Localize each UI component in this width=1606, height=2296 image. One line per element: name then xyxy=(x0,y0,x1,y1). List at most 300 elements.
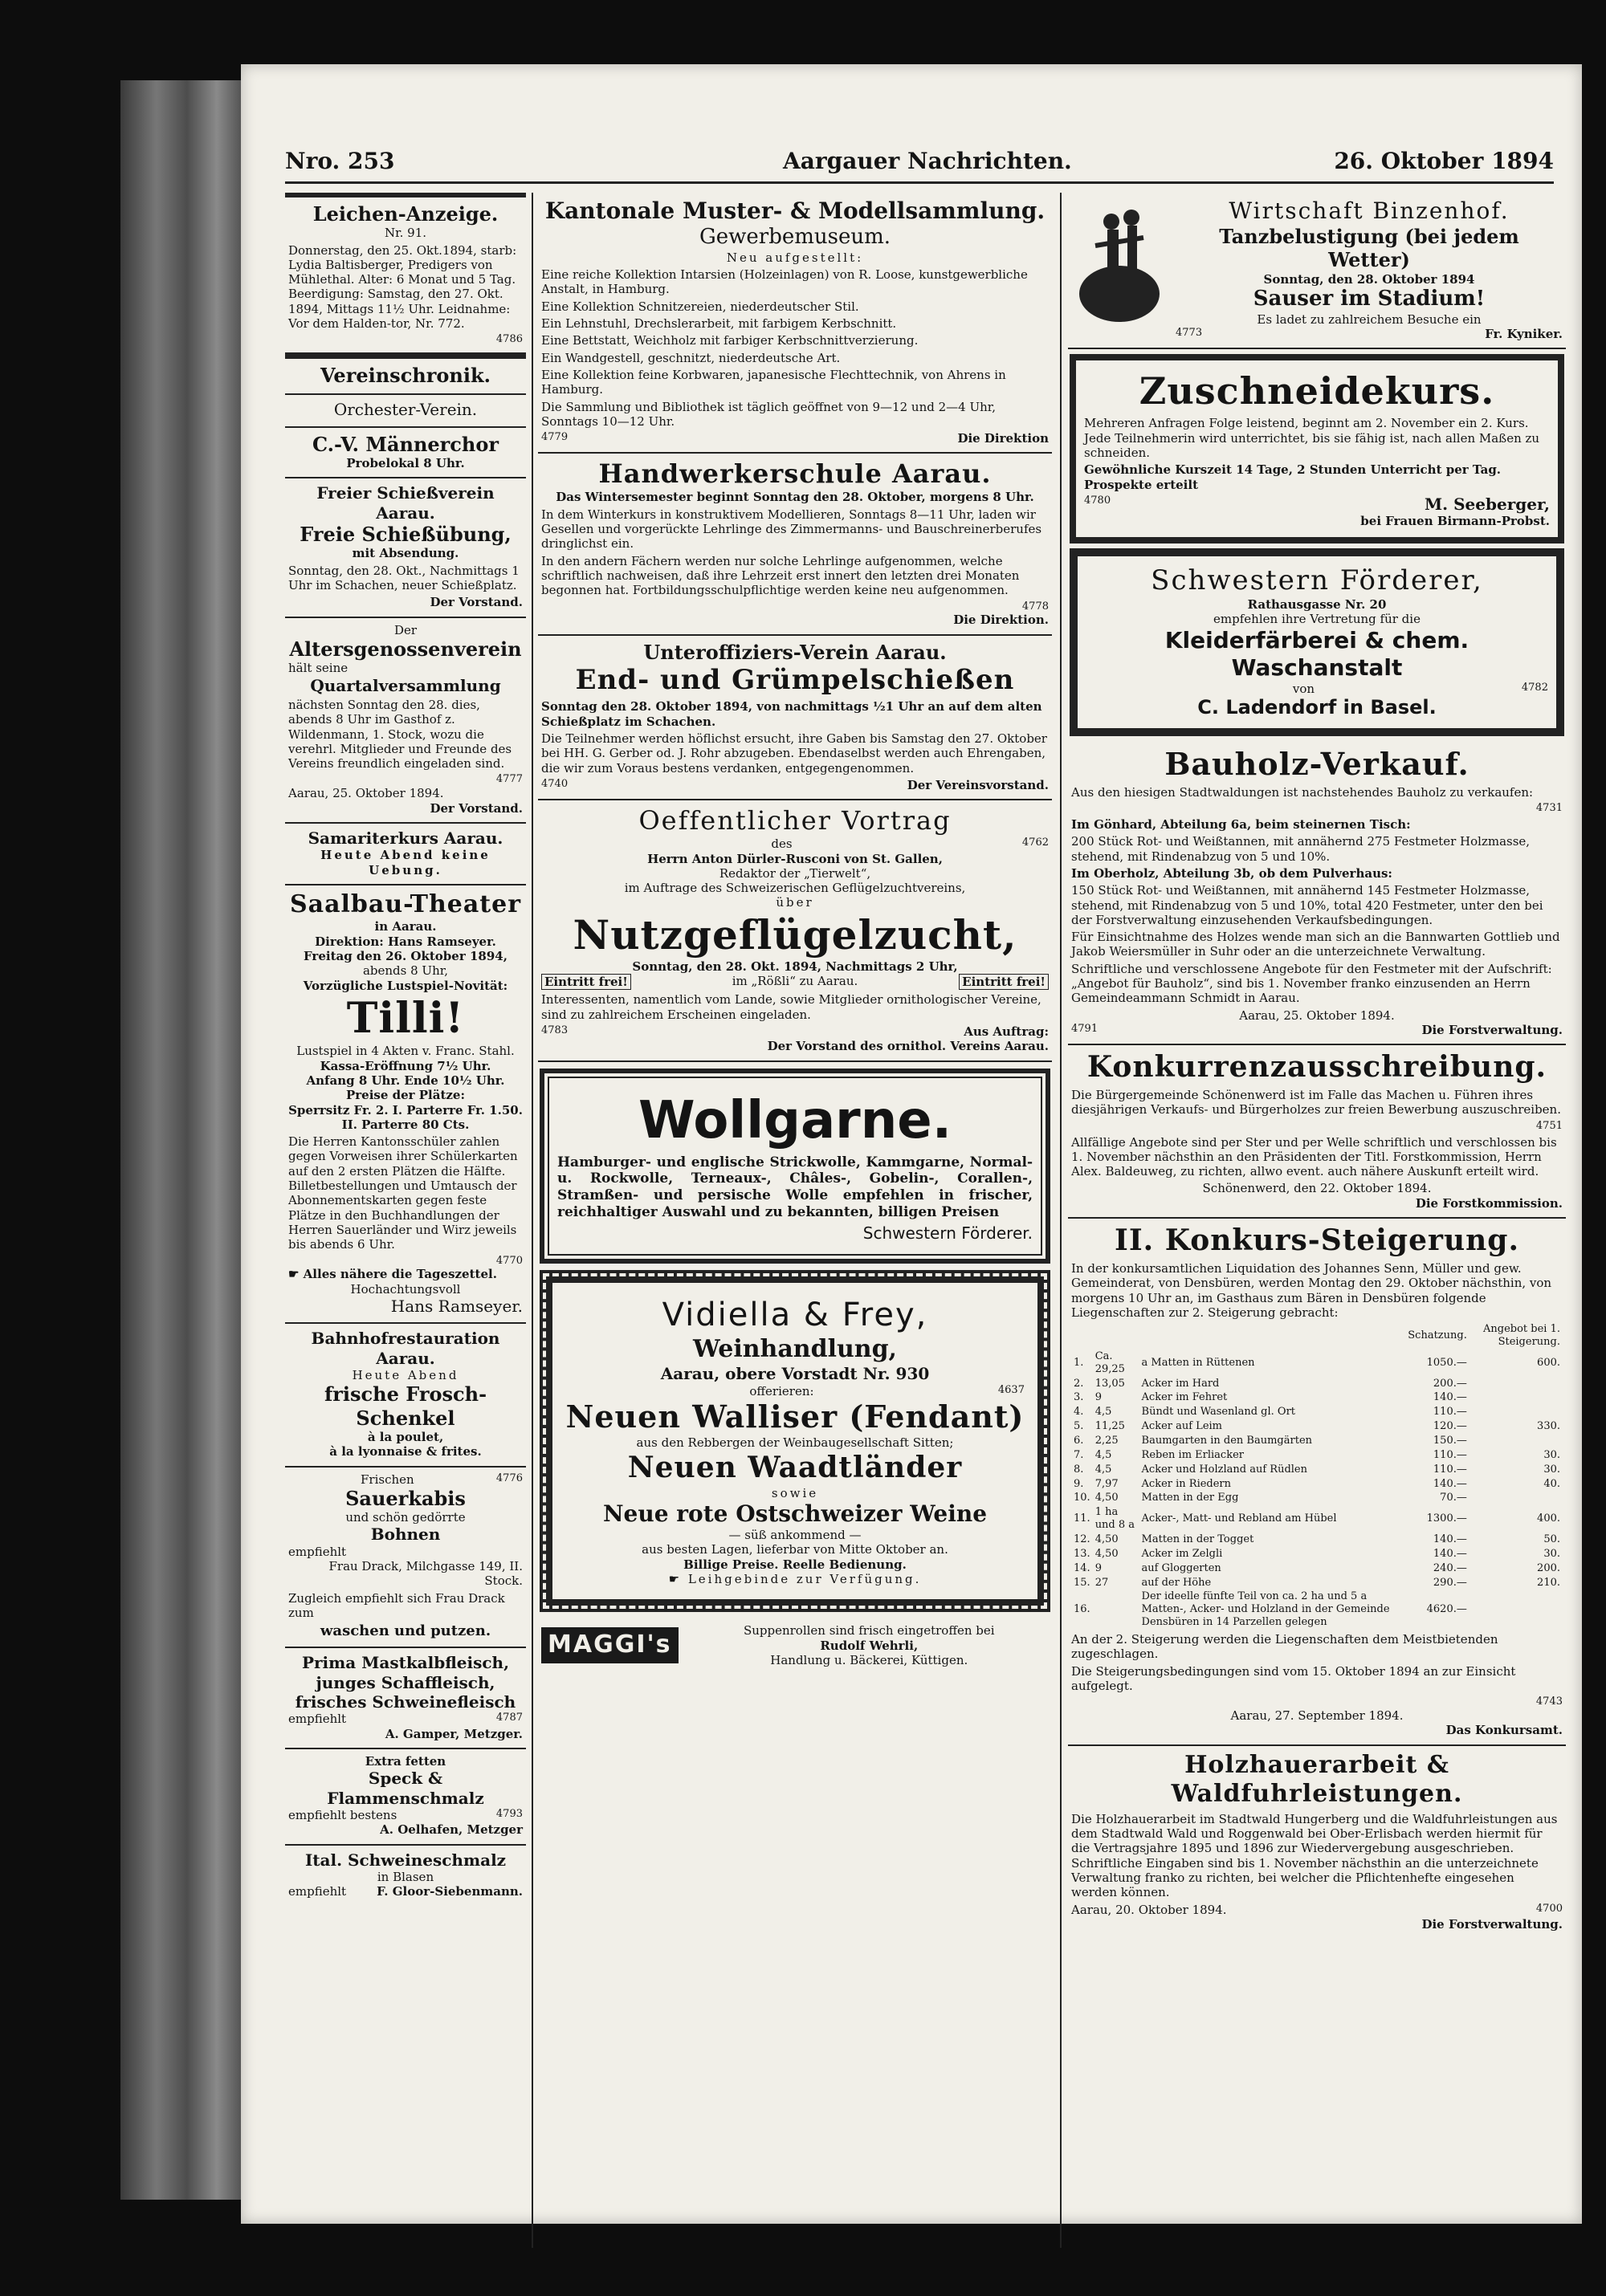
column-rule xyxy=(532,193,533,2248)
table-cell-s: 70.— xyxy=(1440,1492,1467,1504)
ad-item: Ein Lehnstuhl, Drechslerarbeit, mit farbigem Kerbschnitt. xyxy=(541,316,897,332)
ad-offer: offerieren: xyxy=(749,1383,814,1398)
table-cell-g: 200. xyxy=(1537,1561,1560,1574)
table-cell-g xyxy=(1469,1491,1563,1505)
table-cell-n: 13. xyxy=(1074,1547,1090,1560)
ad-date: Aarau, 25. Oktober 1894. xyxy=(288,786,444,801)
ad-play-title: Tilli! xyxy=(346,993,465,1043)
ad-subtitle: mit Absendung. xyxy=(352,546,459,561)
ad-number: 4777 xyxy=(495,773,523,786)
table-cell-d: Acker-, Matt- und Rebland am Hübel xyxy=(1141,1512,1337,1525)
ad-number: 4787 xyxy=(495,1712,523,1724)
ad-number: 4770 xyxy=(495,1254,523,1267)
ad-site-1: Im Gönhard, Abteilung 6a, beim steinernen Tisch: xyxy=(1071,817,1411,833)
ad-vortrag xyxy=(538,800,1052,1061)
table-cell-g xyxy=(1469,1405,1563,1419)
table-cell-s: 140.— xyxy=(1433,1547,1467,1560)
ad-leihgebinde xyxy=(565,1572,1025,1586)
ad-text-2: Schriftliche und verschlossene Angebote für den Festmeter mit der Aufschrift: „Angebot für Bauholz“, sind bis 1. November franko einzusenden an Herrn Gemeindeammann Schmidt in Aarau. xyxy=(1071,961,1552,1006)
table-cell-s: 240.— xyxy=(1433,1561,1467,1574)
table-cell-d: Reben im Erliacker xyxy=(1141,1448,1244,1461)
table-row xyxy=(1071,1477,1563,1492)
ad-bahnhof xyxy=(285,1324,526,1467)
section-vereinschronik xyxy=(285,354,526,395)
ad-signature: F. Gloor-Siebenmann. xyxy=(377,1884,523,1899)
ad-number: 4793 xyxy=(495,1808,523,1821)
ad-sauerkabis xyxy=(285,1468,526,1649)
table-row xyxy=(1071,1377,1563,1391)
ad-item: Eine Kollektion Schnitzereien, niederdeutscher Stil. xyxy=(541,299,859,314)
ad-signature: Das Konkursamt. xyxy=(1445,1723,1563,1738)
ad-signature: Schwestern Förderer. xyxy=(862,1223,1033,1243)
ad-text: Suppenrollen sind frisch eingetroffen bei xyxy=(743,1623,995,1639)
ad-bauholz xyxy=(1068,741,1566,1046)
ad-title: II. Konkurs-Steigerung. xyxy=(1114,1223,1520,1258)
ad-signature: Der Vorstand. xyxy=(430,800,523,816)
ad-maggi xyxy=(538,1618,1052,1674)
ad-date: Aarau, 27. September 1894. xyxy=(1230,1708,1404,1724)
ad-handwerkerschule xyxy=(538,454,1052,635)
ad-wine-3: Neue rote Ostschweizer Weine xyxy=(602,1500,988,1527)
ad-site-1-detail: 200 Stück Rot- und Weißtannen, mit annähernd 275 Festmeter Holzmasse, stehend, mit Rindenabzug von 5 und 10%. xyxy=(1071,834,1531,864)
ad-firm: Kleiderfärberei & chem. Waschanstalt xyxy=(1164,626,1469,681)
ad-date: Freitag den 26. Oktober 1894, xyxy=(304,949,507,964)
ad-greeting: Hochachtungsvoll xyxy=(350,1281,461,1297)
ad-text-2: An der 2. Steigerung werden die Liegenschaften dem Meistbietenden zugeschlagen. xyxy=(1071,1632,1498,1662)
table-cell-d: Bündt und Wasenland gl. Ort xyxy=(1141,1406,1296,1419)
ad-number: 4779 xyxy=(541,431,569,444)
column-header-schatzung: Schatzung. xyxy=(1408,1329,1467,1342)
table-cell-s: 140.— xyxy=(1433,1477,1467,1490)
ad-number: 4762 xyxy=(1021,837,1049,849)
ad-service: waschen und putzen. xyxy=(320,1622,491,1640)
table-cell-g: 330. xyxy=(1537,1420,1560,1433)
ad-dish: frische Frosch-Schenkel xyxy=(324,1382,487,1430)
ad-wollgarne xyxy=(540,1069,1050,1264)
ad-date: Sonntag, den 28. Oktober 1894 xyxy=(1263,271,1475,287)
column-right xyxy=(1068,193,1566,1938)
ad-prices: Billige Preise. Reelle Bedienung. xyxy=(683,1557,907,1572)
table-cell-d: Acker im Hard xyxy=(1141,1377,1220,1390)
table-cell-d: auf Gloggerten xyxy=(1141,1561,1221,1574)
table-cell-a: 1 ha und 8 a xyxy=(1094,1506,1135,1532)
table-cell-g xyxy=(1469,1434,1563,1448)
ad-title: Bauholz-Verkauf. xyxy=(1164,745,1469,782)
ad-lagen: aus besten Lagen, lieferbar von Mitte Oktober an. xyxy=(642,1542,948,1557)
ad-wine-2: Neuen Waadtländer xyxy=(627,1450,963,1484)
table-cell-n: 16. xyxy=(1074,1603,1090,1616)
ad-line: hält seine xyxy=(288,661,349,676)
table-row xyxy=(1071,1561,1563,1576)
free-entry-label-right: Eintritt frei! xyxy=(959,974,1049,990)
ad-leichen-anzeige xyxy=(285,193,526,354)
table-cell-a: 2,25 xyxy=(1094,1435,1119,1447)
table-cell-n: 14. xyxy=(1074,1561,1090,1574)
ad-altersgenossen xyxy=(285,618,526,824)
ad-item: Eine Bettstatt, Weichholz mit farbiger Kerbschnittverzierung. xyxy=(541,333,919,348)
ad-number: 4782 xyxy=(1521,681,1548,694)
ad-signature: Die Forstverwaltung. xyxy=(1421,1916,1563,1932)
ad-event: Tanzbelustigung (bei jedem Wetter) xyxy=(1219,225,1519,272)
table-cell-d: Acker in Riedern xyxy=(1141,1477,1232,1490)
ad-number: 4751 xyxy=(1535,1119,1563,1132)
newspaper-page xyxy=(241,64,1582,2224)
table-cell-g: 600. xyxy=(1537,1356,1560,1369)
ad-line: Das Wintersemester beginnt Sonntag den 28. Oktober, morgens 8 Uhr. xyxy=(556,490,1034,505)
ad-signature: Fr. Kyniker. xyxy=(1485,327,1563,341)
ad-text: Interessenten, namentlich vom Lande, sowie Mitglieder ornithologischer Vereine, sind zu zahlreichem Erscheinen eingeladen. xyxy=(541,992,1041,1022)
table-cell-g: 400. xyxy=(1537,1512,1560,1525)
ad-vendor-sub: Handlung u. Bäckerei, Küttigen. xyxy=(770,1652,968,1667)
table-row xyxy=(1071,1547,1563,1561)
ad-holzhauer xyxy=(1068,1746,1566,1939)
table-cell-g: 50. xyxy=(1543,1533,1560,1546)
table-cell-g xyxy=(1469,1377,1563,1391)
ad-wine-1: Neuen Walliser (Fendant) xyxy=(565,1398,1025,1435)
ad-number: 4783 xyxy=(541,1024,569,1036)
ad-signature: Die Forstverwaltung. xyxy=(1421,1022,1563,1037)
ad-line-3: frisches Schweinefleisch xyxy=(295,1692,516,1712)
ad-intro: Aus den hiesigen Stadtwaldungen ist nachstehendes Bauholz zu verkaufen: xyxy=(1071,784,1534,800)
ad-event: End- und Grümpelschießen xyxy=(575,663,1015,696)
ad-title: Bahnhofrestauration Aarau. xyxy=(311,1329,500,1368)
ad-konkurs xyxy=(1068,1219,1566,1746)
ad-date: Aarau, 25. Oktober 1894. xyxy=(1239,1008,1395,1023)
ad-auftrag2: Aus Auftrag: xyxy=(964,1024,1049,1039)
table-cell-a: 4,50 xyxy=(1094,1547,1119,1560)
ad-title: Sauerkabis xyxy=(345,1486,466,1510)
ad-title: Handwerkerschule Aarau. xyxy=(598,458,992,490)
table-cell-d: Acker im Zelgli xyxy=(1141,1547,1223,1560)
table-cell-g xyxy=(1469,1390,1563,1405)
ad-empfiehlt: empfiehlt bestens xyxy=(288,1808,397,1823)
issue-number: Nro. 253 xyxy=(285,148,395,174)
table-cell-d: Acker auf Leim xyxy=(1141,1420,1222,1433)
ad-auftrag: im Auftrage des Schweizerischen Geflügelzuchtvereins, xyxy=(624,881,966,896)
ad-number: 4740 xyxy=(541,777,569,790)
table-cell-a: 7,97 xyxy=(1094,1477,1119,1490)
ad-number: 4780 xyxy=(1084,494,1111,507)
ad-event: Quartalversammlung xyxy=(310,675,501,695)
ad-title: Unteroffiziers-Verein Aarau. xyxy=(643,640,947,664)
ad-text-2: Gewöhnliche Kurszeit 14 Tage, 2 Stunden Unterricht per Tag. Prospekte erteilt xyxy=(1084,462,1502,492)
table-row xyxy=(1071,1491,1563,1505)
ad-line-1: Prima Mastkalbfleisch, xyxy=(301,1653,510,1673)
ad-subtitle: Probelokal 8 Uhr. xyxy=(346,456,465,471)
table-cell-n: 11. xyxy=(1074,1512,1090,1525)
table-cell-s: 150.— xyxy=(1433,1435,1467,1447)
ad-price-2: II. Parterre 80 Cts. xyxy=(341,1117,470,1132)
ad-subtitle: in Aarau. xyxy=(374,919,437,934)
table-cell-d: Matten in der Egg xyxy=(1141,1492,1239,1504)
table-cell-d: Acker und Holzland auf Rüdlen xyxy=(1141,1463,1307,1476)
table-cell-d: Baumgarten in den Baumgärten xyxy=(1141,1435,1313,1447)
table-cell-g xyxy=(1469,1590,1563,1630)
table-cell-g: 210. xyxy=(1537,1576,1560,1589)
table-row xyxy=(1071,1434,1563,1448)
ad-empfiehlt: empfiehlt xyxy=(288,1884,347,1899)
ad-preise: Preise der Plätze: xyxy=(345,1088,465,1103)
table-cell-s: 1300.— xyxy=(1426,1512,1467,1525)
ad-address: Aarau, obere Vorstadt Nr. 930 xyxy=(660,1364,930,1384)
ad-signature: Der Vorstand. xyxy=(430,595,523,610)
table-cell-s: 140.— xyxy=(1433,1391,1467,1404)
ad-item: Eine reiche Kollektion Intarsien (Holzeinlagen) von R. Loose, kunstgewerbliche Anstalt, in Hamburg. xyxy=(541,267,1028,297)
table-cell-d: a Matten in Rüttenen xyxy=(1141,1356,1255,1369)
ad-text: Die Teilnehmer werden höflichst ersucht, ihre Gaben bis Samstag den 27. Oktober bei HH. G. Gerber od. J. Rohr abzugeben. Ebendaselbst werden auch Ehrengaben, die wir zum Voraus bestens verdanken, entgegengenommen. xyxy=(541,731,1047,776)
table-row xyxy=(1071,1590,1563,1630)
book-edge xyxy=(120,80,241,2200)
ad-text: Die Herren Kantonsschüler zahlen gegen Vorweisen ihrer Schülerkarten auf den 2 ersten Plätzen die Hälfte. Billetbestellungen und Umtausch der Abonnementskarten gegen feste Plätze in den Buchhandlungen der Herren Sauerländer und Wirz jeweils bis abends 6 Uhr. xyxy=(288,1134,518,1252)
dancing-couple-icon xyxy=(1071,197,1168,326)
ad-more-text: Alles nähere die Tageszettel. xyxy=(303,1267,497,1282)
ad-signature: A. Gamper, Metzger. xyxy=(385,1726,523,1741)
ad-price-1: Sperrsitz Fr. 2. I. Parterre Fr. 1.50. xyxy=(288,1102,523,1117)
ad-signature: M. Seeberger, xyxy=(1425,494,1550,514)
ad-address: Rathausgasse Nr. 20 xyxy=(1247,597,1387,613)
table-header-row xyxy=(1071,1322,1563,1350)
ad-signature: Hans Ramseyer. xyxy=(390,1296,523,1316)
table-cell-d: auf der Höhe xyxy=(1141,1576,1212,1589)
ad-text-3: Die Steigerungsbedingungen sind vom 15. Oktober 1894 an zur Einsicht aufgelegt. xyxy=(1071,1663,1516,1693)
ad-title: Altersgenossenverein xyxy=(289,637,522,661)
ad-event: Freie Schießübung, xyxy=(300,523,512,547)
table-cell-a: 4,5 xyxy=(1094,1448,1112,1461)
ad-ueber: über xyxy=(776,895,814,910)
table-cell-n: 6. xyxy=(1074,1435,1084,1447)
ad-pretitle: Frischen xyxy=(361,1472,414,1487)
ad-signature: Die Direktion xyxy=(957,431,1049,446)
ad-vidiella xyxy=(540,1270,1050,1612)
ad-number: 4637 xyxy=(997,1383,1025,1396)
ad-number: 4778 xyxy=(1021,600,1049,613)
ad-theater xyxy=(285,885,526,1325)
ad-line: Heute Abend xyxy=(352,1368,459,1383)
issue-date: 26. Oktober 1894 xyxy=(1334,148,1554,174)
ad-anfang: Anfang 8 Uhr. Ende 10½ Uhr. xyxy=(306,1073,505,1088)
ad-gamper xyxy=(285,1648,526,1749)
page-header xyxy=(285,145,1554,184)
ad-wine-1-origin: aus den Rebbergen der Weinbaugesellschaft Sitten; xyxy=(636,1435,954,1451)
table-row xyxy=(1071,1533,1563,1547)
ad-title: Leichen-Anzeige. xyxy=(312,202,499,226)
table-cell-a: 4,50 xyxy=(1094,1533,1119,1546)
table-cell-a xyxy=(1093,1590,1139,1630)
ad-line-2: junges Schaffleisch, xyxy=(316,1672,495,1692)
ad-maennerchor xyxy=(285,428,526,479)
ad-title: Samariterkurs Aarau. xyxy=(308,828,503,848)
ad-title: Wollgarne. xyxy=(638,1090,952,1150)
ad-binzenhof xyxy=(1068,193,1566,349)
ad-number: 4773 xyxy=(1176,327,1203,339)
ad-title: Vidiella & Frey, xyxy=(662,1296,928,1333)
ad-signature: A. Oelhafen, Metzger xyxy=(380,1822,523,1838)
ad-venue: im „Rößli“ zu Aarau. xyxy=(732,974,858,989)
table-cell-s: 110.— xyxy=(1433,1463,1467,1476)
table-row xyxy=(1071,1350,1563,1377)
table-row xyxy=(1071,1505,1563,1533)
table-cell-g: 30. xyxy=(1543,1448,1560,1461)
table-cell-s: 290.— xyxy=(1433,1576,1467,1589)
table-cell-s: 1050.— xyxy=(1426,1356,1467,1369)
pointing-hand-icon: ☛ xyxy=(288,1267,304,1282)
ad-speaker: Herrn Anton Dürler-Rusconi von St. Gallen, xyxy=(647,851,943,866)
ad-subtitle: Weinhandlung, xyxy=(692,1334,898,1363)
column-header-angebot: Angebot bei 1. Steigerung. xyxy=(1483,1323,1560,1348)
table-cell-s: 140.— xyxy=(1433,1533,1467,1546)
ad-more xyxy=(288,1267,523,1281)
ad-text: Die Sammlung und Bibliothek ist täglich geöffnet von 9—12 und 2—4 Uhr, Sonntags 10—12 Uhr. xyxy=(541,399,997,429)
ad-title: Ital. Schweineschmalz xyxy=(304,1850,507,1870)
ad-number: 4700 xyxy=(1535,1902,1563,1915)
maggi-logo: MAGGI's xyxy=(541,1627,679,1663)
ad-text: Hamburger- und englische Strickwolle, Kammgarne, Normal- u. Rockwolle, Terneaux-, Châles-, Gobelin-, Corallen-, Stramßen- und persische Wolle empfehlen in frischer, reichhaltiger Auswahl und zu bekannten, billigen Preisen xyxy=(557,1154,1033,1220)
ad-title: Wirtschaft Binzenhof. xyxy=(1229,197,1510,224)
table-row xyxy=(1071,1419,1563,1434)
ad-text: Donnerstag, den 25. Okt.1894, starb: Lydia Baltisberger, Predigers von Mühlethal. Alter: 6 Monat und 5 Tag. Beerdigung: Samstag, den 27. Okt. 1894, Mittags 11½ Uhr. Leidnahme: Vor dem Halden-tor, Nr. 772. xyxy=(288,242,517,332)
ad-number: 4731 xyxy=(1535,802,1563,815)
table-cell-n: 15. xyxy=(1074,1576,1090,1589)
table-cell-a: 9 xyxy=(1094,1561,1102,1574)
ad-extra: Sauser im Stadium! xyxy=(1253,286,1486,311)
ad-text: In den andern Fächern werden nur solche Lehrlinge aufgenommen, welche schriftlich nachweisen, daß ihre Lehrzeit erst innert den letzten drei Monaten begonnen hat. Fortbildungsschulpflichtige werden keine neu aufgenommen. xyxy=(541,553,1020,598)
ad-subtitle: in Blasen xyxy=(377,1870,434,1885)
ad-text-2: Allfällige Angebote sind per Ster und per Welle schriftlich und verschlossen bis 1. November nächsthin an den Präsidenten der Titl. Forstkommission, Herrn Alex. Baldeuweg, zu richten, allwo event. auch nähere Auskunft erteilt wird. xyxy=(1071,1134,1557,1179)
table-cell-a: 9 xyxy=(1094,1391,1102,1404)
table-cell-s: 110.— xyxy=(1433,1448,1467,1461)
ad-text: nächsten Sonntag den 28. dies, abends 8 Uhr im Gasthof z. Wildenmann, 1. Stock, wozu die verehrl. Mitglieder und Freunde des Vereins freundlich eingeladen sind. xyxy=(288,697,512,771)
table-cell-n: 1. xyxy=(1074,1356,1084,1369)
ad-date: Aarau, 20. Oktober 1894. xyxy=(1071,1902,1227,1917)
table-cell-n: 5. xyxy=(1074,1420,1084,1433)
ad-empfiehlt: empfehlen ihre Vertretung für die xyxy=(1213,612,1421,627)
newspaper-title: Aargauer Nachrichten. xyxy=(783,148,1072,174)
ad-site-2: Im Oberholz, Abteilung 3b, ob dem Pulverhaus: xyxy=(1071,865,1392,881)
ad-text: Mehreren Anfragen Folge leistend, beginnt am 2. November ein 2. Kurs. Jede Teilnehmerin wird unterrichtet, bis sie fähig ist, nach allen Maßen zu schneiden. xyxy=(1084,416,1540,460)
ad-title: Konkurrenzausschreibung. xyxy=(1086,1050,1547,1085)
ad-sweet: — süß ankommend — xyxy=(728,1528,862,1543)
ad-site-2-detail: 150 Stück Rot- und Weißtannen, mit annähernd 145 Festmeter Holzmasse, stehend, mit Rindenabzug von 5 und 10%, total 420 Festmeter, unter den bei der Forstverwaltung einzusehenden Verkaufsbedingungen. xyxy=(1071,883,1543,927)
table-row xyxy=(1071,1405,1563,1419)
ad-number: 4743 xyxy=(1535,1696,1563,1708)
table-cell-s: 110.— xyxy=(1433,1406,1467,1419)
ad-novelty: Vorzügliche Lustspiel-Novität: xyxy=(303,978,508,993)
ad-line: und schön gedörrte xyxy=(345,1510,466,1525)
ad-pretitle: Extra fetten xyxy=(365,1754,446,1769)
ad-gloor xyxy=(285,1846,526,1906)
ad-vendor: Frau Drack, Milchgasse 149, II. Stock. xyxy=(328,1559,523,1589)
ad-text: Zugleich empfiehlt sich Frau Drack zum xyxy=(288,1590,505,1620)
table-cell-n: 9. xyxy=(1074,1477,1084,1490)
ad-samariter xyxy=(285,824,526,885)
table-cell-n: 3. xyxy=(1074,1391,1084,1404)
ad-des: des xyxy=(771,837,793,852)
table-cell-g: 30. xyxy=(1543,1463,1560,1476)
ad-number: 4786 xyxy=(495,333,523,346)
ad-title: Speck & Flammenschmalz xyxy=(327,1769,484,1808)
ad-unteroffiziere xyxy=(538,636,1052,801)
table-cell-a: 4,5 xyxy=(1094,1463,1112,1476)
table-cell-n: 2. xyxy=(1074,1377,1084,1390)
ad-text: Die Holzhauerarbeit im Stadtwald Hungerberg und die Waldfuhrleistungen aus dem Stadtwald Wald und Roggenwald bei Ober-Erlisbach werden hiermit für die Vertragsjahre 1895 und 1896 zur Wiedervergebung ausgeschrieben. Schriftliche Eingaben sind bis 1. November nächsthin an die unterzeichnete Verwaltung franko zu richten, bei welcher die Pflichtenhefte eingesehen werden können. xyxy=(1071,1811,1558,1900)
ad-line-a1: à la poulet, xyxy=(367,1429,444,1444)
ad-signature: Der Vereinsvorstand. xyxy=(907,777,1049,792)
ad-title: Freier Schießverein Aarau. xyxy=(316,483,495,523)
table-cell-a: 11,25 xyxy=(1094,1420,1125,1433)
ad-orchester xyxy=(285,395,526,427)
section-title: Vereinschronik. xyxy=(320,364,491,388)
table-cell-d: Matten in der Togget xyxy=(1141,1533,1254,1546)
table-cell-a: 4,50 xyxy=(1094,1492,1119,1504)
ad-kasse: Kassa-Eröffnung 7½ Uhr. xyxy=(320,1058,491,1073)
ad-item: Eine Kollektion feine Korbwaren, japanesische Flechttechnik, von Ahrens in Hamburg. xyxy=(541,367,1006,397)
ad-text: In dem Winterkurs in konstruktivem Modellieren, Sonntags 8—11 Uhr, laden wir Gesellen und vorgerückte Lehrlinge des Zimmermanns- und Bauschreinerberufes dringlichst ein. xyxy=(541,507,1042,552)
ad-subtitle: Gewerbemuseum. xyxy=(699,225,891,250)
table-cell-s: 4620.— xyxy=(1426,1603,1467,1616)
table-cell-a: Ca. 29,25 xyxy=(1094,1350,1125,1375)
ad-text: Es ladet zu zahlreichem Besuche ein xyxy=(1257,311,1482,327)
free-entry-label: Eintritt frei! xyxy=(541,974,631,990)
table-cell-n: 10. xyxy=(1074,1492,1090,1504)
ad-desc: Lustspiel in 4 Akten v. Franc. Stahl. xyxy=(296,1044,515,1059)
table-row xyxy=(1071,1576,1563,1590)
ad-leih-text: Leihgebinde zur Verfügung. xyxy=(687,1571,922,1586)
ad-pretitle: Der xyxy=(393,622,418,637)
ad-number: 4776 xyxy=(495,1472,523,1484)
ad-schiessverein xyxy=(285,478,526,617)
ad-time: abends 8 Uhr, xyxy=(362,963,449,979)
ad-date: Schönenwerd, den 22. Oktober 1894. xyxy=(1202,1181,1432,1196)
ad-title: Schwestern Förderer, xyxy=(1151,564,1483,596)
column-middle xyxy=(538,193,1052,1674)
ad-product: Bohnen xyxy=(370,1525,441,1545)
ad-konkurrenz xyxy=(1068,1045,1566,1219)
table-cell-s: 200.— xyxy=(1433,1377,1467,1390)
ad-item: Ein Wandgestell, geschnitzt, niederdeutsche Art. xyxy=(541,350,841,365)
ad-title: C.-V. Männerchor xyxy=(312,432,499,456)
table-cell-n: 4. xyxy=(1074,1406,1084,1419)
ad-title: Saalbau-Theater xyxy=(289,889,522,918)
ad-mustersammlung xyxy=(538,193,1052,454)
column-rule xyxy=(1060,193,1062,2248)
ad-text: Heute Abend keine Uebung. xyxy=(320,848,491,877)
ad-von: von xyxy=(1292,681,1315,696)
ad-empfiehlt: empfiehlt xyxy=(288,1544,347,1559)
table-cell-a: 13,05 xyxy=(1094,1377,1125,1390)
ad-text: In der konkursamtlichen Liquidation des Johannes Senn, Müller und gew. Gemeinderat, von Densbüren, werden Montag den 29. Oktober nächsthin, von morgens 10 Uhr an, im Gasthaus zum Bären in Densbüren folgende Liegenschaften zur 2. Steigerung gebracht: xyxy=(1071,1260,1552,1320)
table-cell-n: 12. xyxy=(1074,1533,1090,1546)
table-cell-n: 8. xyxy=(1074,1463,1084,1476)
ad-line-a2: à la lyonnaise & frites. xyxy=(329,1444,482,1459)
ad-signature-2: bei Frauen Birmann-Probst. xyxy=(1360,514,1550,529)
ad-date: Sonntag, den 28. Okt. 1894, Nachmittags 2 Uhr, xyxy=(632,959,958,974)
ad-title: Oeffentlicher Vortrag xyxy=(638,805,952,837)
ad-text: Für Einsichtnahme des Holzes wende man sich an die Bannwarten Gottlieb und Jakob Weiersmüller in Suhr oder an die unterzeichnete Verwaltung. xyxy=(1071,930,1560,959)
ad-number-2: 4791 xyxy=(1071,1022,1099,1035)
pointing-hand-icon: ☛ xyxy=(668,1571,688,1586)
ad-text: Sonntag, den 28. Okt., Nachmittags 1 Uhr im Schachen, neuer Schießplatz. xyxy=(288,563,520,593)
ad-title: Orchester-Verein. xyxy=(333,400,478,420)
ad-text: Die Bürgergemeinde Schönenwerd ist im Falle das Machen u. Führen ihres diesjährigen Verkaufs- und Bürgerholzes zur freien Bewerbung auszuschreiben. xyxy=(1071,1088,1561,1117)
ad-foerderer xyxy=(1070,548,1564,736)
ad-vendor: Rudolf Wehrli, xyxy=(820,1638,919,1653)
table-cell-a: 27 xyxy=(1094,1576,1109,1589)
table-cell-d: Acker im Fehret xyxy=(1141,1391,1228,1404)
table-row xyxy=(1071,1390,1563,1405)
table-cell-g: 40. xyxy=(1543,1477,1560,1490)
table-row xyxy=(1071,1463,1563,1477)
ad-vendor: C. Ladendorf in Basel. xyxy=(1197,696,1437,719)
